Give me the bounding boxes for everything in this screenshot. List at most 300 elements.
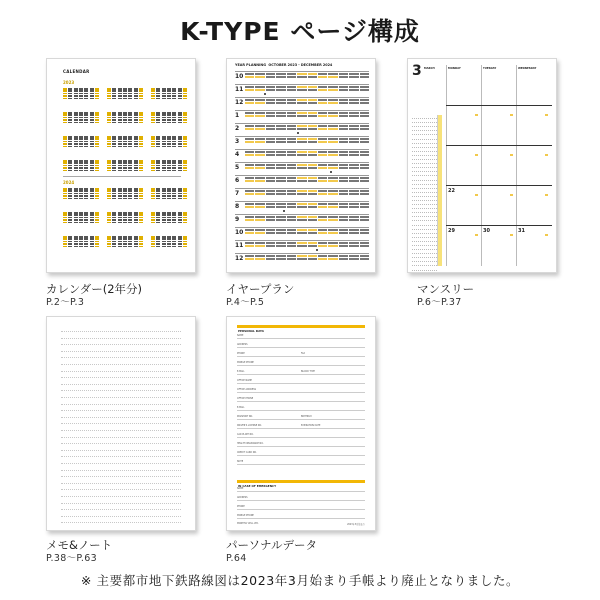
yearplan-cell xyxy=(255,245,264,247)
yearplan-cell xyxy=(287,190,296,192)
mini-day xyxy=(167,160,171,162)
mini-day xyxy=(162,95,166,97)
mini-day xyxy=(162,214,166,216)
mini-day xyxy=(63,90,67,92)
mini-day xyxy=(68,214,72,216)
mini-day xyxy=(156,160,160,162)
time-line xyxy=(412,180,437,181)
yearplan-cell xyxy=(360,89,369,91)
mini-day xyxy=(151,236,155,238)
personal-data-heading: PERSONAL DATA xyxy=(238,329,264,333)
yearplan-cell xyxy=(297,232,306,234)
yearplan-cell xyxy=(287,232,296,234)
mini-day xyxy=(178,98,182,100)
time-line xyxy=(412,204,437,205)
yearplan-cell xyxy=(360,258,369,260)
mini-day xyxy=(84,90,88,92)
mini-day xyxy=(95,122,99,124)
mini-day xyxy=(63,222,67,224)
yearplan-cell xyxy=(339,151,348,153)
mini-day xyxy=(63,214,67,216)
mini-day xyxy=(167,214,171,216)
mini-day xyxy=(95,236,99,238)
yearplan-cell xyxy=(245,180,254,182)
mini-day xyxy=(162,141,166,143)
mini-day xyxy=(151,188,155,190)
mini-day xyxy=(79,117,83,119)
mini-day xyxy=(139,198,143,200)
yearplan-cell xyxy=(339,73,348,75)
mini-day xyxy=(123,117,127,119)
mini-day xyxy=(183,95,187,97)
mini-day xyxy=(118,246,122,248)
monthly-month-name: MARCH xyxy=(424,67,435,70)
mini-month-grid xyxy=(107,236,143,247)
yearplan-cell xyxy=(349,219,358,221)
mini-month xyxy=(151,235,187,259)
mini-day xyxy=(79,195,83,197)
mini-day xyxy=(63,243,67,245)
yearplan-cell xyxy=(245,203,254,205)
mini-day xyxy=(128,222,132,224)
mini-day xyxy=(151,190,155,192)
mini-day xyxy=(84,162,88,164)
yearplan-cell xyxy=(266,245,275,247)
mini-day xyxy=(74,190,78,192)
mini-day xyxy=(95,246,99,248)
mini-day xyxy=(107,122,111,124)
mini-day xyxy=(178,90,182,92)
mini-day xyxy=(139,236,143,238)
mini-day xyxy=(156,88,160,90)
mini-day xyxy=(74,167,78,169)
yearplan-cell xyxy=(276,190,285,192)
mini-day xyxy=(178,243,182,245)
mini-day xyxy=(139,222,143,224)
mini-day xyxy=(68,190,72,192)
yearplan-cell xyxy=(360,99,369,101)
mini-day xyxy=(156,217,160,219)
mini-day xyxy=(74,246,78,248)
monthly-day-header: WEDNESDAY xyxy=(518,67,537,70)
mini-day xyxy=(79,95,83,97)
memo-line xyxy=(61,476,181,477)
mini-day xyxy=(90,138,94,140)
mini-day xyxy=(178,167,182,169)
yearplan-month: 8 xyxy=(235,203,240,210)
mini-day xyxy=(139,165,143,167)
yearplan-cell xyxy=(360,76,369,78)
mini-day xyxy=(107,167,111,169)
yearplan-cell xyxy=(287,102,296,104)
mini-day xyxy=(162,162,166,164)
yearplan-dot xyxy=(283,210,285,212)
yearplan-cell xyxy=(245,216,254,218)
mini-day xyxy=(74,219,78,221)
mini-day xyxy=(162,195,166,197)
mini-day xyxy=(178,117,182,119)
yearplan-cell xyxy=(349,206,358,208)
mini-day xyxy=(74,217,78,219)
mini-day xyxy=(172,143,176,145)
mini-day xyxy=(172,236,176,238)
mini-day xyxy=(63,236,67,238)
yearplan-cell xyxy=(318,115,327,117)
mini-day xyxy=(68,136,72,138)
mini-month-grid xyxy=(107,88,143,99)
mini-day xyxy=(118,95,122,97)
mini-day xyxy=(183,190,187,192)
mini-day xyxy=(156,112,160,114)
yearplan-cell xyxy=(328,115,337,117)
mini-day xyxy=(123,162,127,164)
mini-day xyxy=(123,222,127,224)
mini-month xyxy=(63,87,99,111)
yearplan-cell xyxy=(339,102,348,104)
mini-day xyxy=(90,190,94,192)
yearplan-cell xyxy=(245,190,254,192)
personal-field-label: OFFICE PHONE xyxy=(237,397,254,400)
mini-day xyxy=(68,222,72,224)
mini-day xyxy=(107,188,111,190)
mini-day xyxy=(68,162,72,164)
mini-day xyxy=(123,90,127,92)
time-line xyxy=(412,155,437,156)
yearplan-cell xyxy=(287,167,296,169)
mini-day xyxy=(112,243,116,245)
yearplan-month: 6 xyxy=(235,177,240,184)
yearplan-cell xyxy=(308,180,317,182)
yearplan-cell xyxy=(318,89,327,91)
mini-day xyxy=(68,236,72,238)
yearplan-cell xyxy=(276,167,285,169)
yearplan-cell xyxy=(318,154,327,156)
monthly-grid xyxy=(446,65,552,266)
mini-day xyxy=(107,119,111,121)
mini-day xyxy=(118,238,122,240)
mini-day xyxy=(162,188,166,190)
mini-day xyxy=(183,238,187,240)
mini-day xyxy=(172,88,176,90)
mini-day xyxy=(90,241,94,243)
yearplan-row xyxy=(235,149,369,162)
yearplan-cell xyxy=(245,242,254,244)
mini-day xyxy=(79,90,83,92)
yearplan-cell xyxy=(308,229,317,231)
emergency-field-line xyxy=(237,518,365,519)
mini-day xyxy=(90,90,94,92)
mini-day xyxy=(134,90,138,92)
mini-day xyxy=(183,222,187,224)
yearplan-cell xyxy=(297,229,306,231)
mini-day xyxy=(79,146,83,148)
mini-day xyxy=(162,170,166,172)
footer-left: MONTHLY WILL LTD. xyxy=(237,522,259,525)
mini-day xyxy=(178,219,182,221)
mini-day xyxy=(79,193,83,195)
mini-day xyxy=(183,138,187,140)
mini-day xyxy=(178,138,182,140)
yearplan-cell xyxy=(339,255,348,257)
mini-day xyxy=(95,136,99,138)
mini-day xyxy=(118,188,122,190)
yearplan-cell xyxy=(349,232,358,234)
mini-day xyxy=(63,117,67,119)
yearplan-cell xyxy=(255,164,264,166)
mini-day xyxy=(172,170,176,172)
memo-line xyxy=(61,456,181,457)
mini-day xyxy=(95,241,99,243)
mini-day xyxy=(63,198,67,200)
mini-day xyxy=(107,170,111,172)
yearplan-cell xyxy=(245,258,254,260)
yearplan-cell xyxy=(297,86,306,88)
mini-day xyxy=(118,212,122,214)
memo-line xyxy=(61,470,181,471)
mini-month xyxy=(151,87,187,111)
mini-day xyxy=(178,170,182,172)
yearplan-cell xyxy=(360,203,369,205)
mini-day xyxy=(156,119,160,121)
yearplan-cell xyxy=(349,164,358,166)
mini-day xyxy=(128,122,132,124)
mini-day xyxy=(74,222,78,224)
yearplan-cell xyxy=(255,112,264,114)
mini-month xyxy=(107,159,143,183)
yearplan-cell xyxy=(360,102,369,104)
mini-day xyxy=(167,170,171,172)
memo-line xyxy=(61,331,181,332)
mini-day xyxy=(90,217,94,219)
mini-day xyxy=(123,93,127,95)
mini-month xyxy=(151,187,187,211)
mini-day xyxy=(107,236,111,238)
yearplan-cell xyxy=(339,190,348,192)
mini-day xyxy=(107,112,111,114)
mini-day xyxy=(68,114,72,116)
mini-month-grid xyxy=(151,236,187,247)
mini-day xyxy=(112,114,116,116)
yearplan-cell xyxy=(339,112,348,114)
yearplan-cell xyxy=(276,125,285,127)
mini-day xyxy=(74,193,78,195)
mini-month-grid xyxy=(107,136,143,147)
time-line xyxy=(412,208,437,209)
mini-day xyxy=(95,117,99,119)
yearplan-cell xyxy=(266,154,275,156)
yearplan-cell xyxy=(328,167,337,169)
mini-day xyxy=(156,222,160,224)
mini-day xyxy=(156,167,160,169)
mini-day xyxy=(151,93,155,95)
yearplan-cell xyxy=(297,190,306,192)
time-line xyxy=(412,237,437,238)
mini-day xyxy=(172,193,176,195)
mini-day xyxy=(79,219,83,221)
mini-day xyxy=(167,95,171,97)
mini-day xyxy=(167,222,171,224)
yearplan-cell xyxy=(297,206,306,208)
mini-day xyxy=(90,165,94,167)
mini-day xyxy=(118,222,122,224)
mini-month xyxy=(151,135,187,159)
mini-day xyxy=(178,195,182,197)
personal-field-line xyxy=(237,401,365,402)
mini-day xyxy=(134,136,138,138)
yearplan-cell xyxy=(287,86,296,88)
mini-day xyxy=(74,143,78,145)
mini-month-grid xyxy=(63,112,99,123)
yearplan-cell xyxy=(287,229,296,231)
mini-day xyxy=(95,90,99,92)
yearplan-cell xyxy=(360,255,369,257)
monthly-tick xyxy=(510,194,513,196)
mini-day xyxy=(79,167,83,169)
yearplan-cell xyxy=(360,86,369,88)
mini-day xyxy=(84,236,88,238)
mini-day xyxy=(118,219,122,221)
mini-day xyxy=(79,114,83,116)
mini-day xyxy=(68,246,72,248)
mini-day xyxy=(167,212,171,214)
yearplan-cell xyxy=(328,76,337,78)
personal-field-label-right: EXPIRATION DATE xyxy=(301,424,321,427)
mini-day xyxy=(139,117,143,119)
mini-day xyxy=(118,162,122,164)
mini-day xyxy=(68,95,72,97)
yearplan-cell xyxy=(287,112,296,114)
mini-day xyxy=(178,217,182,219)
yearplan-cell xyxy=(349,180,358,182)
calendar-page-thumbnail xyxy=(46,58,196,273)
mini-day xyxy=(134,143,138,145)
yearplan-cell xyxy=(349,89,358,91)
yearplan-cells xyxy=(245,229,369,234)
mini-day xyxy=(112,167,116,169)
mini-day xyxy=(63,119,67,121)
mini-day xyxy=(128,114,132,116)
mini-day xyxy=(128,160,132,162)
mini-day xyxy=(68,98,72,100)
caption-name: パーソナルデータ xyxy=(226,538,317,552)
yearplan-cell xyxy=(339,128,348,130)
yearplan-cell xyxy=(287,154,296,156)
yearplan-cell xyxy=(297,141,306,143)
mini-day xyxy=(63,167,67,169)
time-line xyxy=(412,253,437,254)
mini-day xyxy=(68,93,72,95)
yearplan-cell xyxy=(308,255,317,257)
mini-day xyxy=(128,136,132,138)
mini-day xyxy=(112,214,116,216)
memo-line xyxy=(61,338,181,339)
yearplan-cell xyxy=(339,206,348,208)
mini-day xyxy=(95,212,99,214)
mini-day xyxy=(139,141,143,143)
monthly-tick xyxy=(545,234,548,236)
yearplan-cell xyxy=(328,190,337,192)
yearplan-cell xyxy=(287,128,296,130)
yearplan-cell xyxy=(318,141,327,143)
mini-day xyxy=(123,160,127,162)
yearplan-cell xyxy=(328,73,337,75)
mini-day xyxy=(95,217,99,219)
monthly-tick xyxy=(475,154,478,156)
mini-day xyxy=(128,98,132,100)
yearplan-cell xyxy=(255,203,264,205)
yearplan-cell xyxy=(245,255,254,257)
yearplan-cell xyxy=(287,206,296,208)
mini-day xyxy=(183,136,187,138)
monthly-tick xyxy=(510,234,513,236)
yearplan-cell xyxy=(276,115,285,117)
yearplan-cell xyxy=(255,216,264,218)
mini-day xyxy=(167,98,171,100)
yearplan-cell xyxy=(287,216,296,218)
yearplan-cell xyxy=(339,86,348,88)
mini-day xyxy=(172,219,176,221)
mini-day xyxy=(90,214,94,216)
emergency-heading: IN CASE OF EMERGENCY xyxy=(238,484,277,488)
mini-day xyxy=(79,93,83,95)
mini-month xyxy=(151,211,187,235)
yearplan-row xyxy=(235,123,369,136)
mini-day xyxy=(95,198,99,200)
yearplan-cell xyxy=(297,151,306,153)
mini-day xyxy=(172,167,176,169)
mini-day xyxy=(74,170,78,172)
yearplan-dot xyxy=(316,249,318,251)
mini-day xyxy=(162,219,166,221)
time-line xyxy=(412,143,437,144)
mini-day xyxy=(74,114,78,116)
mini-day xyxy=(74,119,78,121)
mini-day xyxy=(178,222,182,224)
mini-day xyxy=(63,162,67,164)
yearplan-month: 10 xyxy=(235,229,244,236)
yearplan-cell xyxy=(349,99,358,101)
mini-day xyxy=(156,214,160,216)
mini-day xyxy=(79,88,83,90)
mini-day xyxy=(134,162,138,164)
yearplan-cell xyxy=(339,216,348,218)
yearplan-cell xyxy=(339,177,348,179)
yearplan-cell xyxy=(276,203,285,205)
yearplan-cells xyxy=(245,255,369,260)
mini-month-grid xyxy=(151,136,187,147)
mini-day xyxy=(172,214,176,216)
mini-day xyxy=(162,143,166,145)
mini-day xyxy=(74,136,78,138)
monthly-date: 31 xyxy=(518,228,525,234)
mini-day xyxy=(128,212,132,214)
mini-day xyxy=(112,138,116,140)
mini-day xyxy=(112,217,116,219)
yearplan-cell xyxy=(255,102,264,104)
yearplan-cell xyxy=(276,141,285,143)
mini-day xyxy=(112,238,116,240)
mini-day xyxy=(95,243,99,245)
monthly-week-line xyxy=(446,105,552,106)
yearplan-cell xyxy=(287,141,296,143)
personal-field-line xyxy=(237,383,365,384)
monthly-tick xyxy=(545,154,548,156)
mini-day xyxy=(172,217,176,219)
yearplan-cell xyxy=(360,245,369,247)
mini-day xyxy=(151,243,155,245)
yearplan-cell xyxy=(349,141,358,143)
yearplan-cell xyxy=(266,99,275,101)
